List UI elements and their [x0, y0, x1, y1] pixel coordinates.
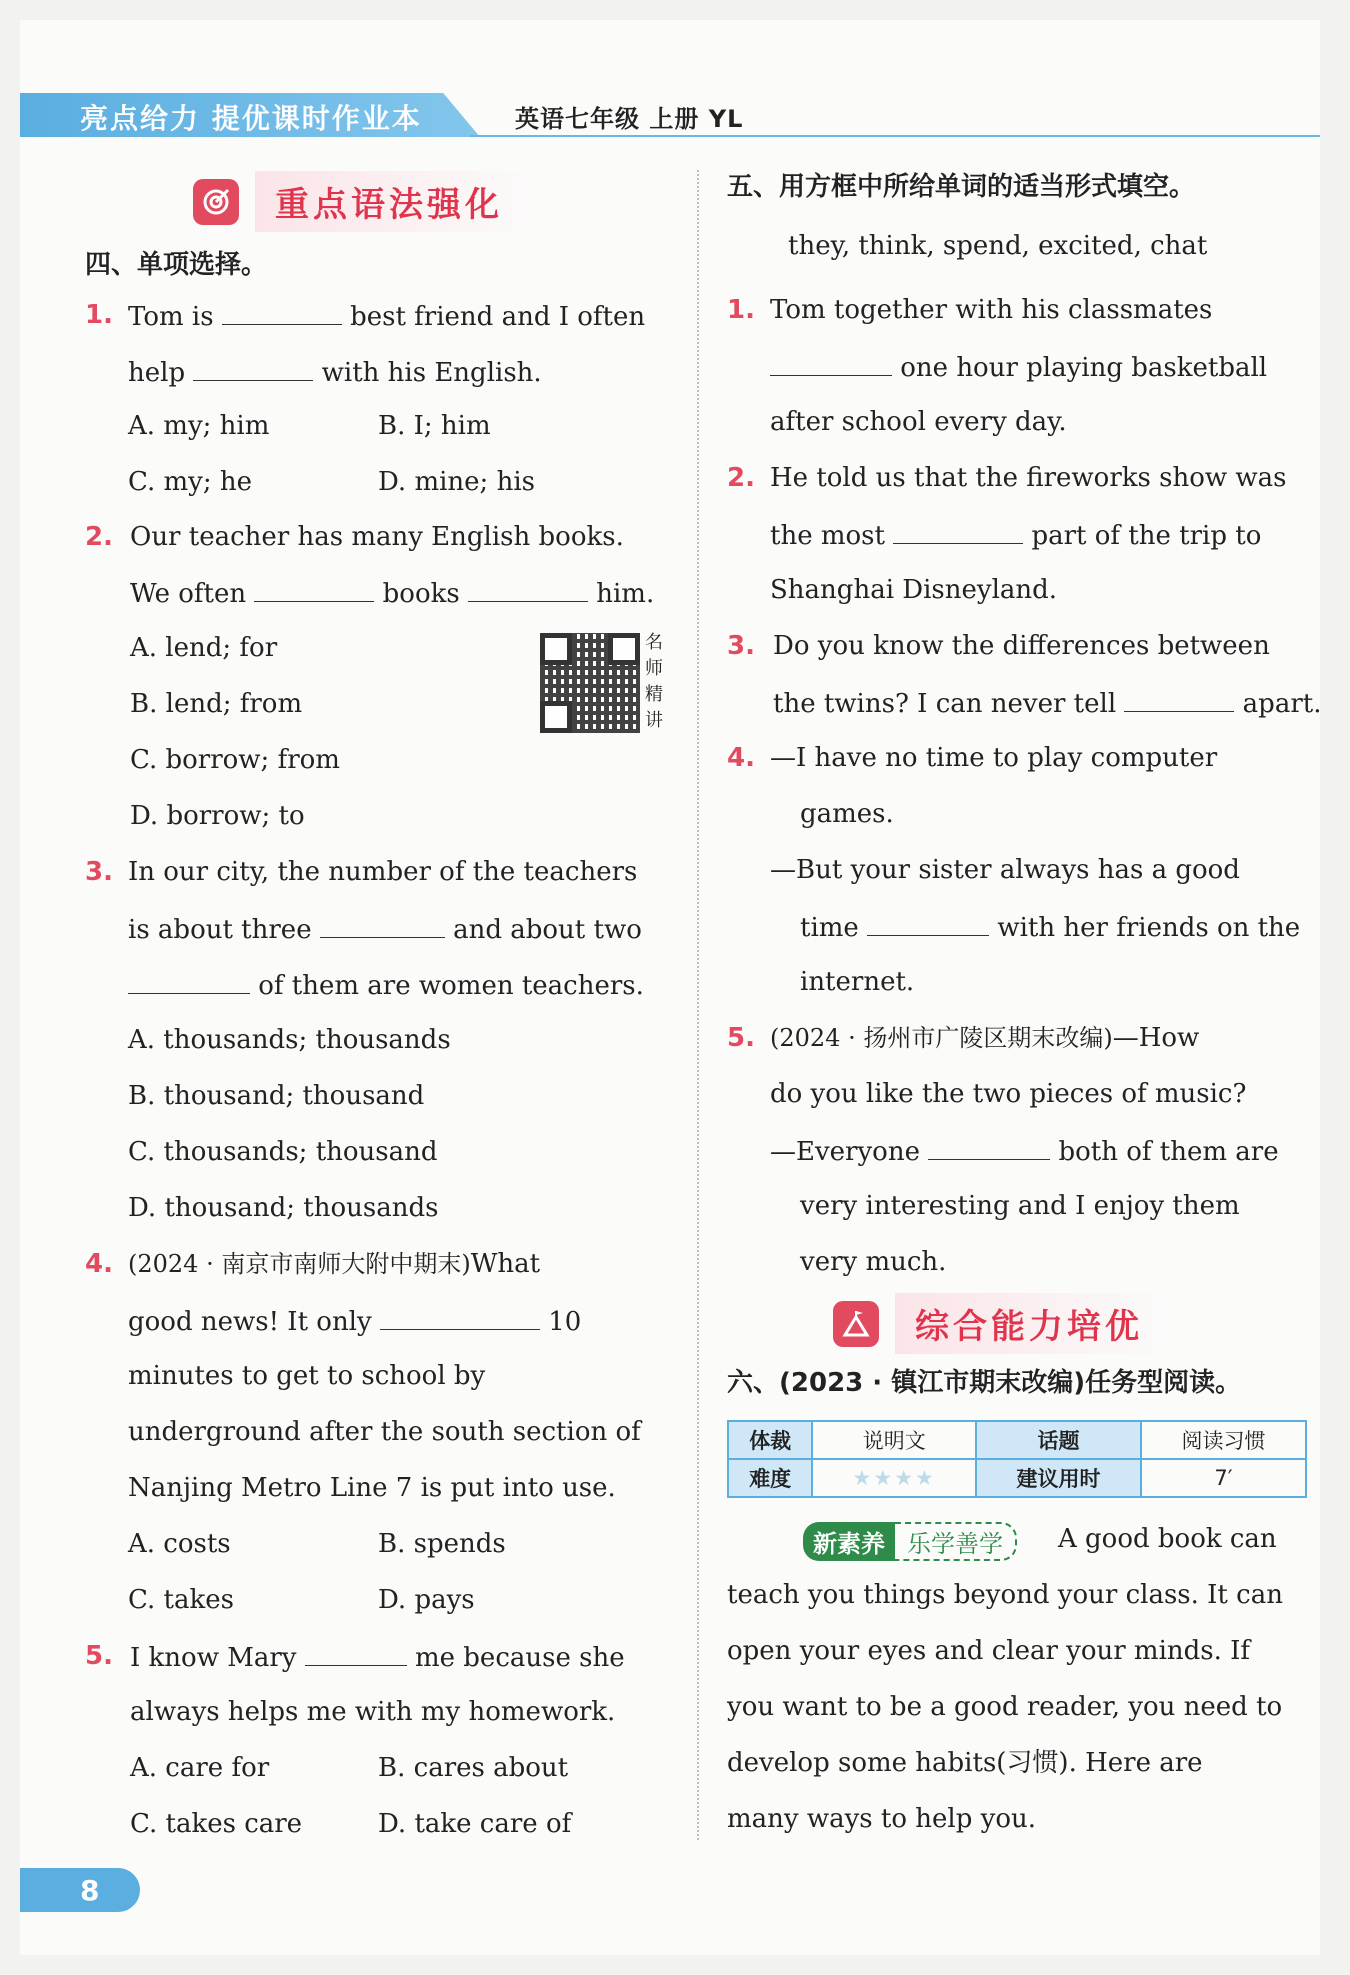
q1-option-d[interactable]: D. mine; his [378, 467, 535, 497]
r-q5-line1 [770, 1023, 1199, 1053]
q2-option-a[interactable]: A. lend; for [130, 633, 278, 663]
r-q1-number: 1. [727, 295, 755, 325]
q5-option-b[interactable]: B. cares about [378, 1753, 569, 1783]
q5-option-c[interactable]: C. takes care [130, 1809, 303, 1839]
r-q4-text-a: time [800, 913, 859, 943]
q2-number: 2. [85, 522, 113, 552]
passage-line4: you want to be a good reader, you need to [727, 1692, 1283, 1722]
q3-blank-2[interactable] [128, 969, 250, 994]
r-q4-line4 [800, 911, 1300, 943]
r-q4-text-b: with her friends on the [997, 913, 1301, 943]
ability-banner [833, 1293, 1173, 1354]
column-divider [697, 170, 699, 1840]
q5-option-a[interactable]: A. care for [130, 1753, 270, 1783]
q3-number: 3. [85, 857, 113, 887]
q5-text-b: me because she [414, 1643, 625, 1673]
q5-line1 [130, 1641, 625, 1673]
q4-option-d[interactable]: D. pays [378, 1585, 475, 1615]
summit-flag-icon [833, 1301, 879, 1347]
page-number: 8 [20, 1868, 140, 1912]
subject-title: 英语七年级 上册 YL [515, 105, 744, 133]
q5-blank[interactable] [305, 1641, 407, 1666]
q2-text-a: We often [130, 579, 247, 609]
reading-info-table [727, 1420, 1307, 1498]
time-value: 7′ [1141, 1459, 1306, 1497]
q2-text-b: books [382, 579, 460, 609]
q1-blank-1[interactable] [222, 300, 342, 325]
r-q1-line2 [770, 351, 1267, 383]
q2-line2 [130, 577, 654, 609]
r-q2-line3: Shanghai Disneyland. [770, 575, 1058, 605]
q1-line1 [128, 300, 645, 332]
r-q3-line1: Do you know the differences between [773, 631, 1270, 661]
qr-finder [540, 701, 572, 733]
r-q4-line1: —I have no time to play computer [770, 743, 1218, 773]
genre-value: 说明文 [812, 1421, 976, 1459]
series-title: 亮点给力 提优课时作业本 [80, 102, 422, 135]
r-q5-line5: very much. [800, 1247, 947, 1277]
genre-header: 体裁 [728, 1421, 812, 1459]
q3-text-a: is about three [128, 915, 312, 945]
q2-blank-2[interactable] [468, 577, 588, 602]
qr-finder [608, 633, 640, 665]
qr-label: 名师精讲 [645, 632, 663, 731]
q1-option-b[interactable]: B. I; him [378, 411, 491, 441]
r-q5-line2: do you like the two pieces of music? [770, 1079, 1247, 1109]
r-q2-text-a: the most [770, 521, 885, 551]
q4-line2 [128, 1305, 581, 1337]
r-q1-text-b: one hour playing basketball [900, 353, 1268, 383]
q3-line1: In our city, the number of the teachers [128, 857, 638, 887]
r-q3-number: 3. [727, 631, 755, 661]
q5-text-a: I know Mary [130, 1643, 297, 1673]
q1-option-a[interactable]: A. my; him [128, 411, 270, 441]
r-q2-number: 2. [727, 463, 755, 493]
q4-number: 4. [85, 1249, 113, 1279]
r-q4-line2: games. [800, 799, 894, 829]
topic-value: 阅读习惯 [1141, 1421, 1306, 1459]
qr-code[interactable] [540, 633, 640, 733]
header-rule [470, 135, 1320, 137]
q4-line3: minutes to get to school by [128, 1361, 486, 1391]
q1-text-c: help [128, 358, 186, 388]
q2-option-b[interactable]: B. lend; from [130, 689, 303, 719]
r-q3-line2 [773, 687, 1321, 719]
q3-blank-1[interactable] [320, 913, 445, 938]
q3-line2 [128, 913, 642, 945]
q1-line2 [128, 356, 542, 388]
r-q3-blank[interactable] [1124, 687, 1234, 712]
q3-option-b[interactable]: B. thousand; thousand [128, 1081, 425, 1111]
q3-option-a[interactable]: A. thousands; thousands [128, 1025, 451, 1055]
q2-blank-1[interactable] [254, 577, 374, 602]
r-q2-blank[interactable] [893, 519, 1023, 544]
grammar-banner [193, 171, 533, 232]
q2-option-d[interactable]: D. borrow; to [130, 801, 305, 831]
target-icon [193, 179, 239, 225]
q4-text-a: What [470, 1249, 541, 1279]
r-q2-text-b: part of the trip to [1031, 521, 1262, 551]
q2-option-c[interactable]: C. borrow; from [130, 745, 340, 775]
topic-header: 话题 [976, 1421, 1141, 1459]
r-q5-text-b: —Everyone [770, 1137, 920, 1167]
section4-title: 四、单项选择。 [85, 250, 268, 280]
r-q4-line3: —But your sister always has a good [770, 855, 1240, 885]
q3-line3 [128, 969, 644, 1001]
q4-line1 [128, 1249, 540, 1279]
q1-text-d: with his English. [321, 358, 542, 388]
q4-option-a[interactable]: A. costs [128, 1529, 231, 1559]
passage-line6: many ways to help you. [727, 1804, 1036, 1834]
r-q4-number: 4. [727, 743, 755, 773]
q1-number: 1. [85, 300, 113, 330]
literacy-badge [803, 1522, 1017, 1561]
q3-option-d[interactable]: D. thousand; thousands [128, 1193, 439, 1223]
badge-label: 新素养 [803, 1522, 895, 1561]
q5-option-d[interactable]: D. take care of [378, 1809, 572, 1839]
q5-line2: always helps me with my homework. [130, 1697, 616, 1727]
q1-blank-2[interactable] [193, 356, 313, 381]
time-header: 建议用时 [976, 1459, 1141, 1497]
q2-text-c: him. [596, 579, 655, 609]
q2-line1: Our teacher has many English books. [130, 522, 624, 552]
q1-text-a: Tom is [128, 302, 214, 332]
difficulty-stars: ★★★★ [812, 1459, 976, 1497]
r-q5-line4: very interesting and I enjoy them [800, 1191, 1240, 1221]
passage-line5: develop some habits(习惯). Here are [727, 1748, 1203, 1778]
r-q2-line1: He told us that the fireworks show was [770, 463, 1287, 493]
r-q3-text-a: the twins? I can never tell [773, 689, 1117, 719]
r-q3-text-b: apart. [1242, 689, 1322, 719]
q3-text-b: and about two [453, 915, 642, 945]
r-q1-blank[interactable] [770, 351, 892, 376]
r-q5-blank[interactable] [928, 1135, 1050, 1160]
q3-text-c: of them are women teachers. [258, 971, 644, 1001]
r-q2-line2 [770, 519, 1261, 551]
q1-option-c[interactable]: C. my; he [128, 467, 252, 497]
passage-line1: A good book can [1058, 1524, 1277, 1554]
section5-title: 五、用方框中所给单词的适当形式填空。 [727, 172, 1196, 202]
r-q5-number: 5. [727, 1023, 755, 1053]
q4-blank[interactable] [380, 1305, 540, 1330]
qr-finder [540, 633, 572, 665]
r-q5-text-a: —How [1112, 1023, 1200, 1053]
q4-source: (2024 · 南京市南师大附中期末) [128, 1250, 471, 1278]
r-q5-text-c: both of them are [1058, 1137, 1279, 1167]
r-q4-blank[interactable] [867, 911, 989, 936]
q4-text-b: good news! It only [128, 1307, 372, 1337]
r-q5-source: (2024 · 扬州市广陵区期末改编) [770, 1024, 1113, 1052]
q1-text-b: best friend and I often [350, 302, 646, 332]
badge-tag: 乐学善学 [895, 1522, 1017, 1561]
q5-number: 5. [85, 1641, 113, 1671]
grammar-banner-label: 重点语法强化 [255, 171, 533, 232]
r-q1-line1: Tom together with his classmates [770, 295, 1213, 325]
q4-line4: underground after the south section of [128, 1417, 641, 1447]
q4-text-c: 10 [548, 1307, 582, 1337]
q4-option-c[interactable]: C. takes [128, 1585, 234, 1615]
r-q4-line5: internet. [800, 967, 915, 997]
q3-option-c[interactable]: C. thousands; thousand [128, 1137, 438, 1167]
passage-line2: teach you things beyond your class. It can [727, 1580, 1283, 1610]
passage-line3: open your eyes and clear your minds. If [727, 1636, 1251, 1666]
difficulty-header: 难度 [728, 1459, 812, 1497]
q4-option-b[interactable]: B. spends [378, 1529, 506, 1559]
section6-title: 六、(2023 · 镇江市期末改编)任务型阅读。 [727, 1368, 1242, 1398]
q4-line5: Nanjing Metro Line 7 is put into use. [128, 1473, 616, 1503]
word-box: they, think, spend, excited, chat [788, 231, 1208, 261]
r-q5-line3 [770, 1135, 1279, 1167]
r-q1-line3: after school every day. [770, 407, 1067, 437]
ability-banner-label: 综合能力培优 [895, 1293, 1173, 1354]
